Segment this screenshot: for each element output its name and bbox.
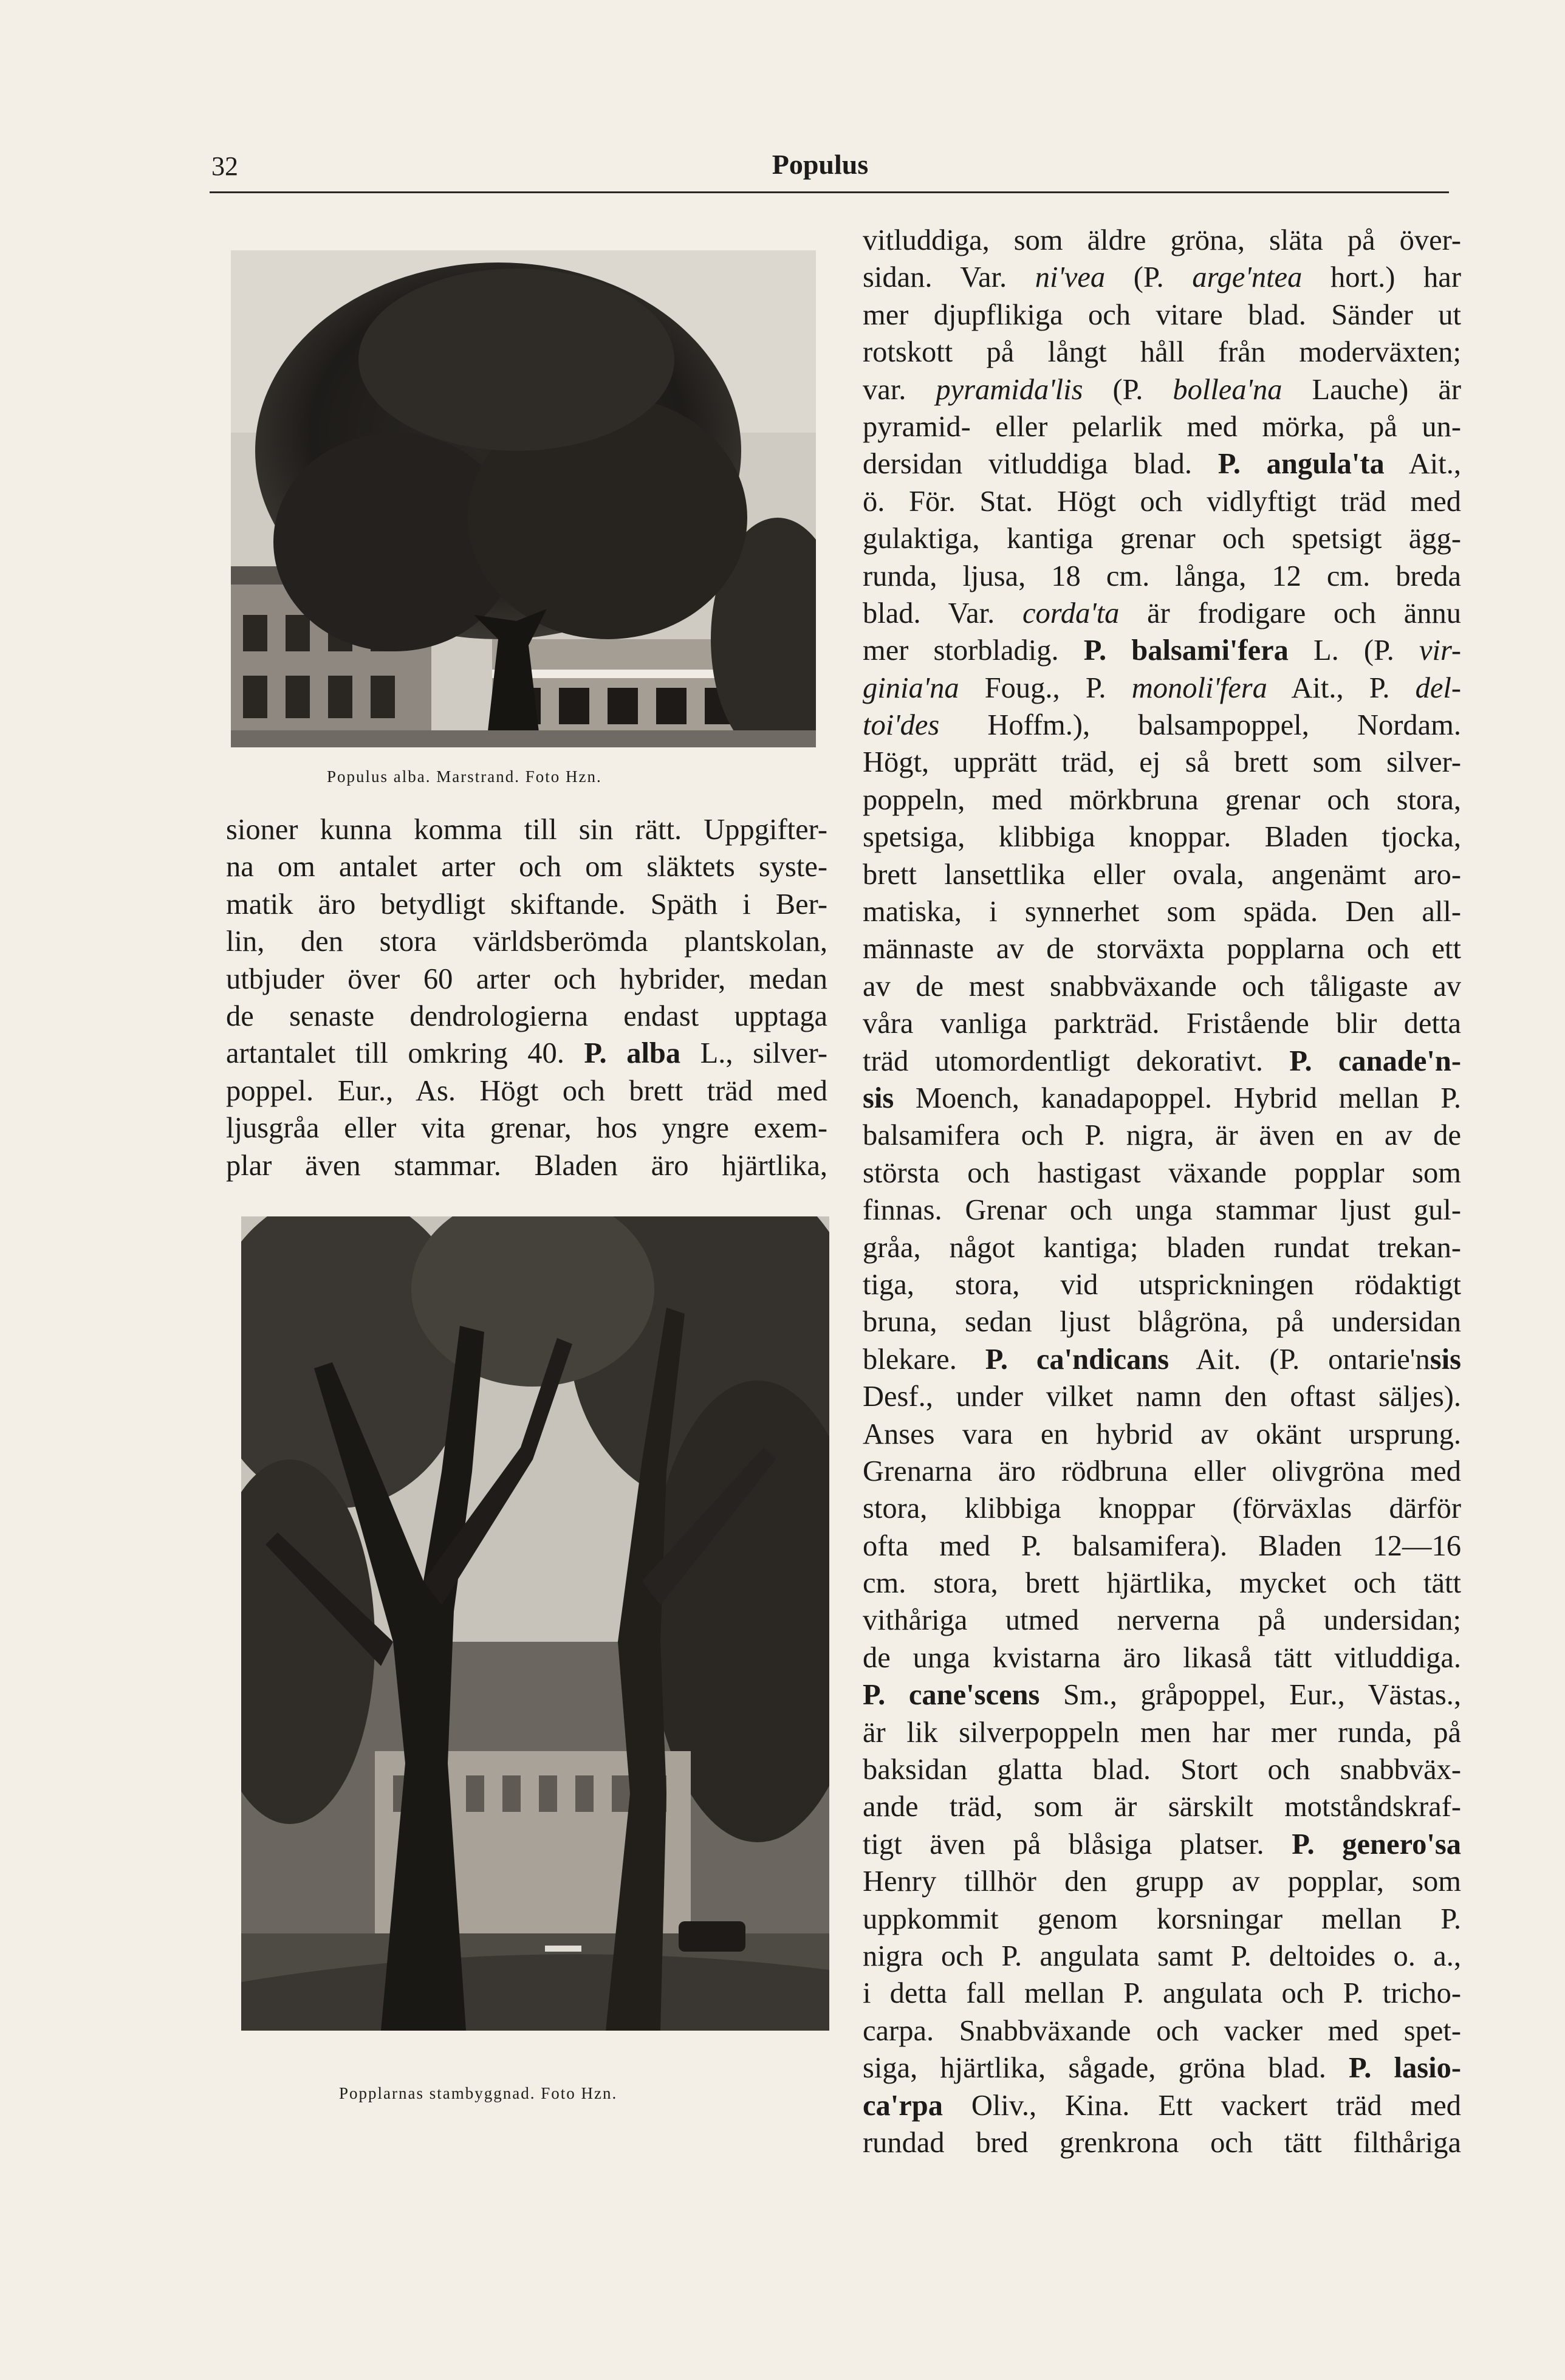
text-line: plar även stammar. Bladen äro hjärtlika, bbox=[226, 1149, 827, 1182]
photo-populus-alba bbox=[231, 250, 816, 747]
text-line: rundad bred grenkrona och tätt filthåriga bbox=[863, 2126, 1461, 2159]
text-line: blad. Var. corda'ta är frodigare och ännu bbox=[863, 597, 1461, 629]
text-line: runda, ljusa, 18 cm. långa, 12 cm. breda bbox=[863, 560, 1461, 592]
text-line: bruna, sedan ljust blågröna, på undersidan bbox=[863, 1306, 1461, 1339]
text-line: finnas. Grenar och unga stammar ljust gul- bbox=[863, 1194, 1461, 1227]
text-line: poppeln, med mörkbruna grenar och stora, bbox=[863, 783, 1461, 816]
text-line: gulaktiga, kantiga grenar och spetsigt ägg- bbox=[863, 523, 1461, 555]
text-line: Anses vara en hybrid av okänt ursprung. bbox=[863, 1418, 1461, 1450]
text-line: matiska, i synnerhet som späda. Den all- bbox=[863, 896, 1461, 928]
text-line: P. cane'scens Sm., gråpoppel, Eur., Västas., bbox=[863, 1679, 1461, 1712]
text-line: na om antalet arter och om släktets syste- bbox=[226, 851, 827, 883]
text-line: tiga, stora, vid utsprickningen rödaktigt bbox=[863, 1268, 1461, 1301]
text-line: ofta med P. balsamifera). Bladen 12—16 bbox=[863, 1529, 1461, 1562]
text-line: artantalet till omkring 40. P. alba L., silver- bbox=[226, 1037, 828, 1070]
text-line: toi'des Hoffm.), balsampoppel, Nordam. bbox=[863, 709, 1461, 742]
text-line: ca'rpa Oliv., Kina. Ett vackert träd med bbox=[863, 2089, 1461, 2122]
text-line: i detta fall mellan P. angulata och P. tricho- bbox=[863, 1977, 1461, 2010]
text-line: tigt även på blåsiga platser. P. genero'sa bbox=[863, 1828, 1462, 1860]
text-line: nigra och P. angulata samt P. deltoides o. a., bbox=[863, 1939, 1461, 1972]
text-line: Högt, upprätt träd, ej så brett som silver- bbox=[863, 746, 1461, 779]
text-line: vitluddiga, som äldre gröna, släta på över- bbox=[863, 224, 1461, 256]
text-line: Henry tillhör den grupp av popplar, som bbox=[863, 1865, 1461, 1898]
text-line: ö. För. Stat. Högt och vidlyftigt träd med bbox=[863, 485, 1461, 518]
text-line: är lik silverpoppeln men har mer runda, på bbox=[863, 1716, 1461, 1749]
text-line: pyramid- eller pelarlik med mörka, på un- bbox=[863, 410, 1461, 443]
text-line: blekare. P. ca'ndicans Ait. (P. ontarie'nsis bbox=[863, 1343, 1461, 1376]
text-line: sioner kunna komma till sin rätt. Uppgifter- bbox=[226, 814, 827, 846]
header-rule bbox=[210, 191, 1449, 193]
text-line: baksidan glatta blad. Stort och snabbväx- bbox=[863, 1754, 1461, 1786]
right-text-column bbox=[863, 222, 1461, 2161]
text-line: var. pyramida'lis (P. bollea'na Lauche) är bbox=[863, 373, 1461, 406]
text-line: av de mest snabbväxande och tåligaste av bbox=[863, 970, 1461, 1003]
text-line: sidan. Var. ni'vea (P. arge'ntea hort.) har bbox=[863, 261, 1461, 294]
left-text-column bbox=[226, 811, 827, 1184]
text-line: mer storbladig. P. balsami'fera L. (P. vir- bbox=[863, 634, 1461, 667]
text-line: dersidan vitluddiga blad. P. angula'ta Ait., bbox=[863, 448, 1461, 481]
text-line: gråa, något kantiga; bladen rundat trekan- bbox=[863, 1231, 1461, 1264]
text-line: stora, klibbiga knoppar (förväxlas därför bbox=[863, 1492, 1461, 1525]
text-line: utbjuder över 60 arter och hybrider, medan bbox=[226, 962, 827, 995]
text-line: Grenarna äro rödbruna eller olivgröna med bbox=[863, 1455, 1461, 1487]
figure-caption-2: Popplarnas stambyggnad. Foto Hzn. bbox=[339, 2084, 618, 2102]
text-line: uppkommit genom korsningar mellan P. bbox=[863, 1902, 1461, 1935]
running-title: Populus bbox=[772, 149, 869, 180]
text-line: carpa. Snabbväxande och vacker med spet- bbox=[863, 2014, 1461, 2047]
text-line: ande träd, som är särskilt motståndskraf- bbox=[863, 1791, 1461, 1823]
text-line: männaste av de storväxta popplarna och ett bbox=[863, 933, 1461, 965]
text-line: spetsiga, klibbiga knoppar. Bladen tjocka, bbox=[863, 821, 1461, 854]
trunks-photo-illustration bbox=[241, 1216, 829, 2031]
text-line: brett lansettlika eller ovala, angenämt aro- bbox=[863, 858, 1461, 891]
text-line: vithåriga utmed nerverna på undersidan; bbox=[863, 1604, 1461, 1637]
page-number: 32 bbox=[211, 151, 238, 181]
photo-poplar-trunks bbox=[241, 1216, 829, 2031]
text-line: rotskott på långt håll från moderväxten; bbox=[863, 336, 1461, 369]
text-line: sis Moench, kanadapoppel. Hybrid mellan P. bbox=[863, 1082, 1461, 1114]
text-line: de senaste dendrologierna endast upptaga bbox=[226, 1000, 827, 1032]
text-line: träd utomordentligt dekorativt. P. canade'n- bbox=[863, 1044, 1461, 1077]
text-line: våra vanliga parkträd. Fristående blir detta bbox=[863, 1007, 1461, 1040]
text-line: största och hastigast växande popplar som bbox=[863, 1156, 1461, 1189]
text-line: siga, hjärtlika, sågade, gröna blad. P. lasio- bbox=[863, 2052, 1461, 2085]
text-line: lin, den stora världsberömda plantskolan, bbox=[226, 925, 827, 958]
text-line: mer djupflikiga och vitare blad. Sänder ut bbox=[863, 298, 1461, 331]
text-line: balsamifera och P. nigra, är även en av de bbox=[863, 1119, 1461, 1152]
figure-caption-1: Populus alba. Marstrand. Foto Hzn. bbox=[327, 767, 602, 786]
text-line: de unga kvistarna äro likaså tätt vitluddiga. bbox=[863, 1641, 1461, 1674]
text-line: Desf., under vilket namn den oftast säljes). bbox=[863, 1380, 1461, 1413]
tree-photo-illustration bbox=[231, 250, 816, 747]
text-line: ljusgråa eller vita grenar, hos yngre exem- bbox=[226, 1112, 827, 1145]
text-line: cm. stora, brett hjärtlika, mycket och tätt bbox=[863, 1567, 1461, 1600]
text-line: matik äro betydligt skiftande. Späth i Ber- bbox=[226, 888, 827, 921]
text-line: poppel. Eur., As. Högt och brett träd med bbox=[226, 1074, 827, 1107]
text-line: ginia'na Foug., P. monoli'fera Ait., P. del- bbox=[863, 671, 1461, 704]
